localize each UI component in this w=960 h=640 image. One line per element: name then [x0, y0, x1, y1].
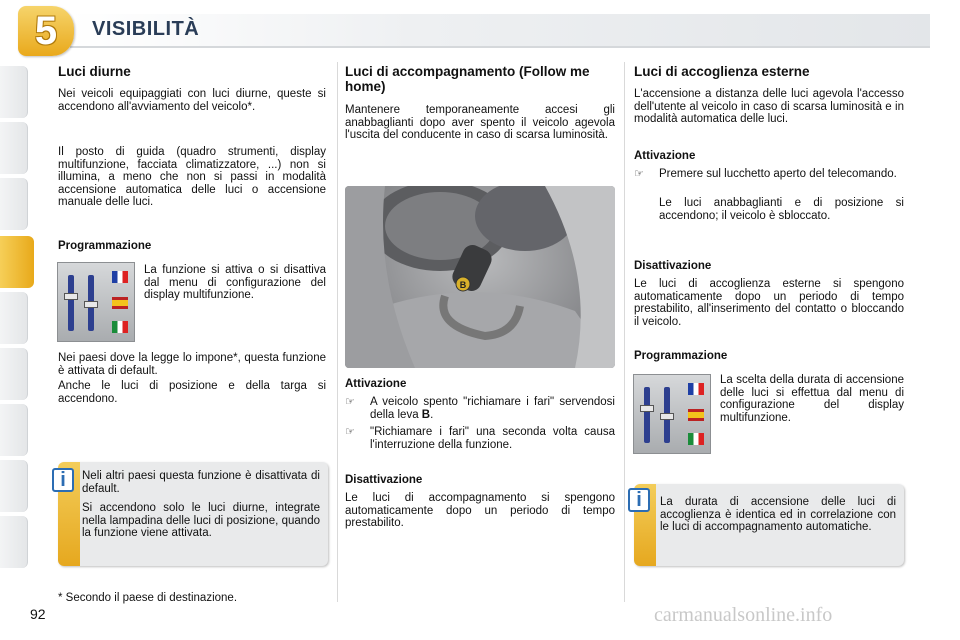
section-title-daytime-lights: Luci diurne: [58, 64, 131, 79]
info-text: Si accendono solo le luci diurne, integrate nella lampadina delle luci di posizione, quando la funzione viene attivata.: [82, 502, 320, 539]
display-settings-icon: [633, 374, 711, 454]
paragraph: Il posto di guida (quadro strumenti, display multifunzione, facciata climatizzatore, ...) non si illumina, a meno che non si passi in modalità accensione automatica delle luci o accensione manuale delle luci.: [58, 146, 326, 208]
footnote: * Secondo il paese di destinazione.: [58, 592, 238, 604]
paragraph: Nei paesi dove la legge lo impone*, questa funzione è attivata di default.: [58, 352, 326, 377]
side-tab-3[interactable]: [0, 178, 28, 230]
section-title-welcome-lights: Luci di accoglienza esterne: [634, 64, 810, 79]
watermark: carmanualsonline.info: [654, 604, 833, 626]
chapter-tab: [18, 6, 74, 56]
chapter-number: 5: [34, 8, 58, 53]
subsection-title: Programmazione: [634, 350, 728, 362]
side-tab-7[interactable]: [0, 404, 28, 456]
list-item: ☞ "Richiamare i fari" una seconda volta causa l'interruzione della funzione.: [345, 426, 615, 451]
subsection-title: Attivazione: [345, 378, 407, 390]
side-tab-9[interactable]: [0, 516, 28, 568]
paragraph: Mantenere temporaneamente accesi gli anabbaglianti dopo aver spento il veicolo agevola l'uscita del conducente in caso di scarsa luminosità.: [345, 104, 615, 141]
page-title: VISIBILITÀ: [92, 18, 200, 40]
pointing-hand-icon: ☞: [345, 426, 355, 438]
side-tab-8[interactable]: [0, 460, 28, 512]
side-tab-6[interactable]: [0, 348, 28, 400]
pointing-hand-icon: ☞: [345, 396, 355, 408]
subsection-title: Programmazione: [58, 240, 152, 252]
paragraph: Le luci di accompagnamento si spengono automaticamente dopo un periodo di tempo prestabilito.: [345, 492, 615, 529]
side-tab-4-active[interactable]: [0, 236, 34, 288]
paragraph: Le luci anabbaglianti e di posizione si accendono; il veicolo è sbloccato.: [659, 197, 904, 222]
paragraph: L'accensione a distanza delle luci agevola l'accesso dell'utente al veicolo in caso di scarsa luminosità e in modalità automatica delle luci.: [634, 88, 904, 125]
info-icon: i: [628, 488, 650, 512]
side-tab-1[interactable]: [0, 66, 28, 118]
list-item: ☞ A veicolo spento "richiamare i fari" servendosi della leva B.: [345, 396, 615, 421]
side-tab-2[interactable]: [0, 122, 28, 174]
pointing-hand-icon: ☞: [634, 168, 644, 180]
side-tab-5[interactable]: [0, 292, 28, 344]
subsection-title: Disattivazione: [345, 474, 423, 486]
column-divider: [337, 62, 338, 602]
paragraph: La scelta della durata di accensione delle luci si effettua dal menu di configurazione del display multifunzione.: [720, 374, 904, 424]
subsection-title: Disattivazione: [634, 260, 712, 272]
paragraph: Anche le luci di posizione e della targa si accendono.: [58, 380, 326, 405]
info-box: [58, 462, 328, 566]
list-item: ☞ Premere sul lucchetto aperto del telecomando.: [634, 168, 897, 180]
info-text: La durata di accensione delle luci di accoglienza è identica ed in correlazione con le luci di accompagnamento automatiche.: [660, 496, 896, 533]
paragraph: Le luci di accoglienza esterne si spengono automaticamente dopo un periodo di tempo prestabilito, all'inserimento del contatto o bloccando il veicolo.: [634, 278, 904, 328]
photo-label-b: B: [459, 280, 467, 290]
subsection-title: Attivazione: [634, 150, 696, 162]
column-divider: [624, 62, 625, 602]
display-settings-icon: [57, 262, 135, 342]
paragraph: Nei veicoli equipaggiati con luci diurne, queste si accendono all'avviamento del veicolo*.: [58, 88, 326, 113]
info-icon: i: [52, 468, 74, 492]
info-box: [634, 484, 904, 566]
paragraph: La funzione si attiva o si disattiva dal menu di configurazione del display multifunzione.: [144, 264, 326, 301]
info-text: Neli altri paesi questa funzione è disattivata di default.: [82, 470, 320, 495]
page-number: 92: [30, 606, 46, 622]
steering-column-photo: [345, 186, 615, 368]
section-title-follow-me-home: Luci di accompagnamento (Follow me home): [345, 64, 590, 94]
